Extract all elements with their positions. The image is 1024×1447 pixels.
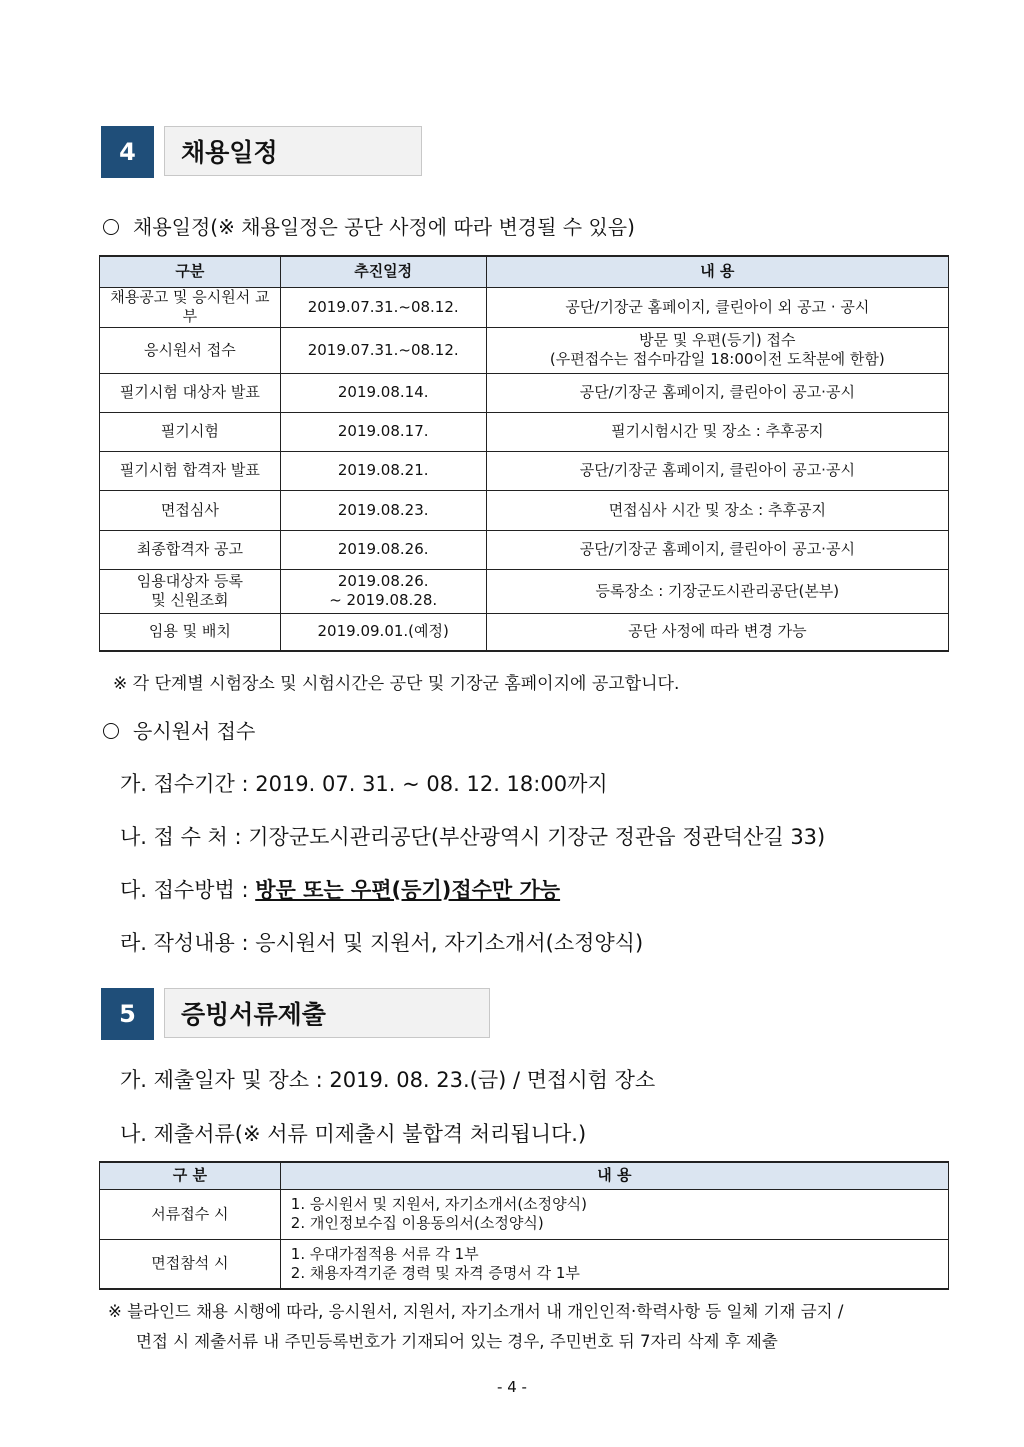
table-row [100, 1239, 949, 1289]
row-content: 1. 우대가점적용 서류 각 1부 2. 채용자격기준 경력 및 자격 증명서 각 1부 [280, 1239, 948, 1289]
row-date: 2019.08.23. [280, 490, 486, 530]
application-place: 나. 접 수 처 : 기장군도시관리공단(부산광역시 기장군 정관읍 정관덕산길 33) [120, 825, 826, 849]
schedule-table [99, 255, 949, 652]
row-content: 1. 응시원서 및 지원서, 자기소개서(소정양식) 2. 개인정보수집 이용동의서(소정양식) [280, 1189, 948, 1239]
row-content: 필기시험시간 및 장소 : 추후공지 [486, 412, 948, 451]
row-content: 방문 및 우편(등기) 접수 (우편접수는 접수마감일 18:00이전 도착분에 한함) [486, 327, 948, 373]
schedule-heading: 채용일정(※ 채용일정은 공단 사정에 따라 변경될 수 있음) [103, 211, 635, 240]
table-row [100, 287, 949, 327]
section-4-number: 4 [101, 126, 154, 178]
table-row [100, 451, 949, 490]
row-date: 2019.08.26. [280, 530, 486, 569]
application-contents: 라. 작성내용 : 응시원서 및 지원서, 자기소개서(소정양식) [120, 931, 644, 955]
submission-docs-heading: 나. 제출서류(※ 서류 미제출시 불합격 처리됩니다.) [120, 1122, 587, 1146]
submission-date: 가. 제출일자 및 장소 : 2019. 08. 23.(금) / 면접시험 장소 [120, 1068, 656, 1092]
row-date: 2019.09.01.(예정) [280, 613, 486, 651]
section-5-title: 증빙서류제출 [164, 988, 490, 1038]
row-content: 공단/기장군 홈페이지, 클린아이 공고·공시 [486, 451, 948, 490]
section-5-number: 5 [101, 988, 154, 1040]
header-category: 구분 [100, 256, 281, 287]
row-category: 최종합격자 공고 [100, 530, 281, 569]
table-row [100, 530, 949, 569]
table-row [100, 327, 949, 373]
row-date: 2019.08.14. [280, 373, 486, 412]
row-content: 면접심사 시간 및 장소 : 추후공지 [486, 490, 948, 530]
table-header-row [100, 1162, 949, 1189]
method-emphasis: 방문 또는 우편(등기)접수만 가능 [255, 878, 561, 902]
row-content: 공단/기장군 홈페이지, 클린아이 공고·공시 [486, 373, 948, 412]
header-content: 내 용 [486, 256, 948, 287]
row-content: 등록장소 : 기장군도시관리공단(본부) [486, 569, 948, 613]
application-heading: 응시원서 접수 [103, 715, 255, 744]
header-content: 내 용 [280, 1162, 948, 1189]
header-date: 추진일정 [280, 256, 486, 287]
application-period: 가. 접수기간 : 2019. 07. 31. ~ 08. 12. 18:00까지 [120, 772, 608, 796]
table-row [100, 490, 949, 530]
section-4-header [101, 126, 422, 178]
application-method: 다. 접수방법 : 방문 또는 우편(등기)접수만 가능 [120, 878, 561, 902]
row-category: 필기시험 합격자 발표 [100, 451, 281, 490]
section-4-title: 채용일정 [164, 126, 422, 176]
row-category: 면접심사 [100, 490, 281, 530]
header-category: 구 분 [100, 1162, 281, 1189]
row-category: 면접참석 시 [100, 1239, 281, 1289]
row-date: 2019.07.31.~08.12. [280, 327, 486, 373]
page-number: - 4 - [497, 1378, 527, 1396]
row-category: 채용공고 및 응시원서 교부 [100, 287, 281, 327]
row-category: 서류접수 시 [100, 1189, 281, 1239]
row-date: 2019.08.26. ~ 2019.08.28. [280, 569, 486, 613]
documents-table [99, 1161, 949, 1290]
row-date: 2019.08.21. [280, 451, 486, 490]
schedule-note: ※ 각 단계별 시험장소 및 시험시간은 공단 및 기장군 홈페이지에 공고합니다. [113, 674, 680, 694]
row-date: 2019.07.31.~08.12. [280, 287, 486, 327]
row-category: 응시원서 접수 [100, 327, 281, 373]
row-category: 임용대상자 등록 및 신원조회 [100, 569, 281, 613]
row-content: 공단/기장군 홈페이지, 클린아이 공고·공시 [486, 530, 948, 569]
table-row [100, 1189, 949, 1239]
blind-note-line1: ※ 블라인드 채용 시행에 따라, 응시원서, 지원서, 자기소개서 내 개인인적·학력사항 등 일체 기재 금지 / [108, 1302, 844, 1321]
section-5-header [101, 988, 490, 1040]
table-row [100, 373, 949, 412]
table-row [100, 613, 949, 651]
blind-note-line2: 면접 시 제출서류 내 주민등록번호가 기재되어 있는 경우, 주민번호 뒤 7자리 삭제 후 제출 [136, 1332, 778, 1351]
table-row [100, 569, 949, 613]
row-content: 공단/기장군 홈페이지, 클린아이 외 공고 · 공시 [486, 287, 948, 327]
row-date: 2019.08.17. [280, 412, 486, 451]
row-category: 필기시험 [100, 412, 281, 451]
row-content: 공단 사정에 따라 변경 가능 [486, 613, 948, 651]
circle-bullet-icon [103, 219, 119, 235]
row-category: 임용 및 배치 [100, 613, 281, 651]
table-header-row [100, 256, 949, 287]
circle-bullet-icon [103, 723, 119, 739]
table-row [100, 412, 949, 451]
row-category: 필기시험 대상자 발표 [100, 373, 281, 412]
